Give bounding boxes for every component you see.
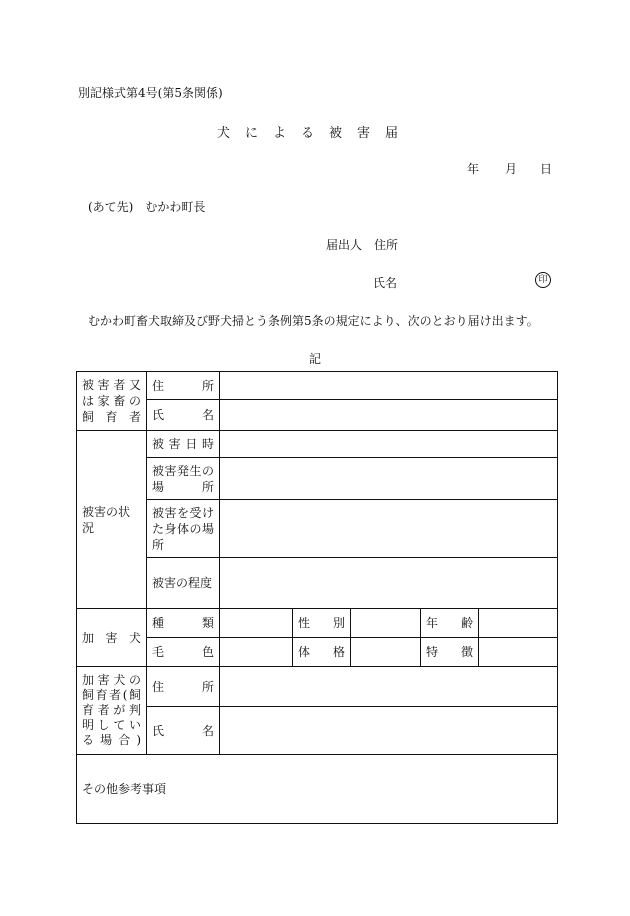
seal-mark: 印 bbox=[535, 272, 551, 288]
damage-body-part-label: 被害を受けた身体の場所 bbox=[147, 500, 220, 558]
dog-features-field[interactable] bbox=[479, 638, 558, 667]
dog-kind-field[interactable] bbox=[220, 609, 293, 638]
owner-address-label: 住 所 bbox=[147, 667, 220, 707]
dog-build-label: 体 格 bbox=[293, 638, 351, 667]
victim-address-field[interactable] bbox=[220, 372, 558, 400]
date-month-label: 月 bbox=[505, 162, 518, 176]
dog-coat-field[interactable] bbox=[220, 638, 293, 667]
owner-category: 加害犬の飼育者(飼育者が判明している場合) bbox=[77, 667, 147, 755]
statement-text: むかわ町畜犬取締及び野犬掃とう条例第5条の規定により、次のとおり届け出ます。 bbox=[88, 314, 539, 328]
damage-category: 被害の状況 bbox=[77, 431, 147, 609]
owner-name-label: 氏 名 bbox=[147, 707, 220, 755]
dog-build-field[interactable] bbox=[351, 638, 421, 667]
owner-name-field[interactable] bbox=[220, 707, 558, 755]
victim-name-field[interactable] bbox=[220, 400, 558, 431]
form-number: 別記様式第4号(第5条関係) bbox=[78, 86, 223, 100]
dog-sex-field[interactable] bbox=[351, 609, 421, 638]
applicant-address-label: 届出人 住所 bbox=[326, 238, 399, 252]
damage-place-label: 被害発生の場所 bbox=[147, 458, 220, 500]
dog-features-label: 特 徴 bbox=[421, 638, 479, 667]
damage-degree-field[interactable] bbox=[220, 558, 558, 609]
damage-degree-label: 被害の程度 bbox=[147, 558, 220, 609]
applicant-name-label: 氏名 bbox=[373, 276, 398, 290]
dog-coat-label: 毛 色 bbox=[147, 638, 220, 667]
other-notes[interactable]: その他参考事項 bbox=[77, 755, 558, 824]
dog-category: 加害犬 bbox=[77, 609, 147, 667]
victim-category: 被害者又は家畜の飼育者 bbox=[77, 372, 147, 431]
report-table bbox=[76, 371, 558, 824]
dog-kind-label: 種 類 bbox=[147, 609, 220, 638]
damage-datetime-field[interactable] bbox=[220, 431, 558, 458]
document-title: 犬による被害届 bbox=[216, 126, 413, 141]
dog-sex-label: 性 別 bbox=[293, 609, 351, 638]
damage-body-part-field[interactable] bbox=[220, 500, 558, 558]
dog-age-label: 年 齢 bbox=[421, 609, 479, 638]
addressee: (あて先) むかわ町長 bbox=[88, 200, 206, 214]
damage-datetime-label: 被害日時 bbox=[147, 431, 220, 458]
victim-address-label: 住 所 bbox=[147, 372, 220, 400]
damage-place-field[interactable] bbox=[220, 458, 558, 500]
dog-age-field[interactable] bbox=[479, 609, 558, 638]
victim-name-label: 氏 名 bbox=[147, 400, 220, 431]
date-day-label: 日 bbox=[540, 162, 553, 176]
date-year-label: 年 bbox=[467, 162, 480, 176]
owner-address-field[interactable] bbox=[220, 667, 558, 707]
ki-heading: 記 bbox=[308, 352, 321, 366]
